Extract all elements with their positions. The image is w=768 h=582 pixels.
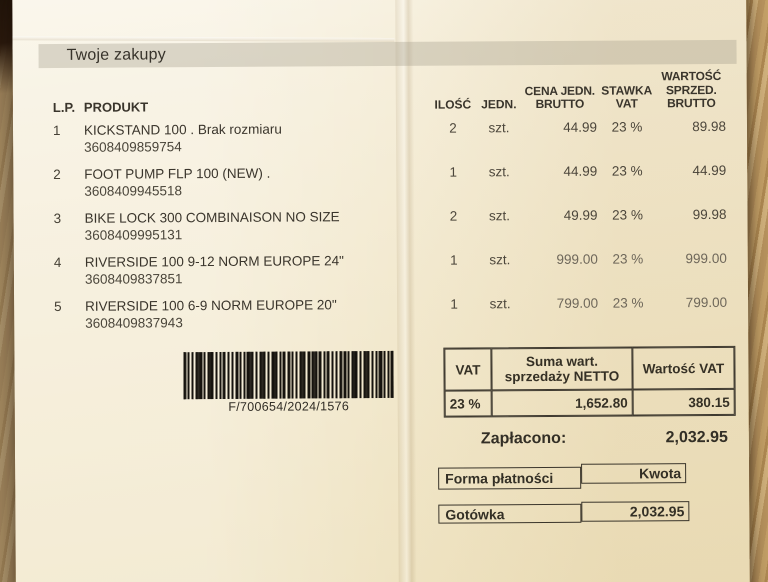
item-name: RIVERSIDE 100 6-9 NORM EUROPE 20" xyxy=(85,297,337,314)
item-qty: 2 xyxy=(449,120,457,136)
paid-amount: 2,032.95 xyxy=(665,428,728,447)
item-unit-price: 49.99 xyxy=(563,207,598,223)
table-row xyxy=(54,207,727,244)
item-gross-value: 799.00 xyxy=(685,294,728,311)
item-unit: szt. xyxy=(488,208,511,224)
barcode-bars xyxy=(183,351,393,399)
payment-amount-box xyxy=(581,501,689,522)
item-unit: szt. xyxy=(489,252,511,268)
column-header-product: PRODUKT xyxy=(83,99,149,115)
item-gross-value: 44.99 xyxy=(692,162,727,179)
vat-amount-value: 380.15 xyxy=(633,389,735,416)
item-name: FOOT PUMP FLP 100 (NEW) . xyxy=(84,165,271,182)
item-vat-rate: 23 % xyxy=(612,295,644,311)
item-vat-rate: 23 % xyxy=(612,207,643,223)
netto-col-header: Suma wart. sprzedaży NETTO xyxy=(491,347,632,390)
item-barcode-number: 3608409837943 xyxy=(85,314,183,331)
column-header-unit-price: CENA JEDN. BRUTTO xyxy=(524,83,595,112)
item-vat-rate: 23 % xyxy=(612,251,644,267)
payment-amount-value: 2,032.95 xyxy=(629,503,685,520)
items-list xyxy=(53,119,727,343)
item-name: RIVERSIDE 100 9-12 NORM EUROPE 24" xyxy=(84,253,345,270)
barcode-label: F/700654/2024/1576 xyxy=(228,399,350,414)
payment-method-value: Gotówka xyxy=(445,505,505,523)
paid-label: Zapłacono: xyxy=(480,429,567,448)
item-unit: szt. xyxy=(488,120,510,136)
horizontal-fold-crease xyxy=(12,36,394,42)
item-barcode-number: 3608409859754 xyxy=(84,138,182,155)
vat-summary-table xyxy=(443,346,735,418)
item-barcode-number: 3608409837851 xyxy=(84,270,183,287)
payment-amount-header-box xyxy=(581,463,686,484)
receipt-paper xyxy=(12,0,750,582)
paid-total-row xyxy=(444,429,728,449)
item-qty: 1 xyxy=(450,252,458,268)
item-unit-price: 999.00 xyxy=(556,251,598,267)
item-qty: 2 xyxy=(449,208,458,224)
payment-method-header: Forma płatności xyxy=(445,469,554,487)
item-barcode-number: 3608409995131 xyxy=(84,226,183,243)
item-lp: 4 xyxy=(53,254,62,270)
payment-method-header-box xyxy=(438,467,581,490)
receipt-barcode xyxy=(183,351,393,414)
table-header-row xyxy=(53,70,726,115)
column-header-gross-value: WARTOŚĆ SPRZED. BRUTTO xyxy=(661,68,722,111)
column-header-vat-rate: STAWKA VAT xyxy=(601,82,653,111)
vat-value-col-header: Wartość VAT xyxy=(632,347,734,390)
item-unit-price: 44.99 xyxy=(563,163,598,179)
item-lp: 1 xyxy=(52,122,61,139)
table-row xyxy=(53,163,726,200)
item-unit: szt. xyxy=(489,296,511,312)
table-row xyxy=(54,295,727,332)
column-header-unit: JEDN. xyxy=(481,97,517,112)
item-unit: szt. xyxy=(488,164,510,180)
payment-amount-header: Kwota xyxy=(639,465,682,482)
item-gross-value: 99.98 xyxy=(692,206,727,223)
receipt-title: Twoje zakupy xyxy=(66,46,166,64)
item-vat-rate: 23 % xyxy=(611,119,643,135)
column-header-lp: L.P. xyxy=(52,99,76,116)
table-row xyxy=(53,119,726,156)
vat-col-header: VAT xyxy=(444,348,491,390)
item-lp: 5 xyxy=(54,298,62,314)
item-gross-value: 89.98 xyxy=(692,118,727,135)
item-name: KICKSTAND 100 . Brak rozmiaru xyxy=(83,121,282,138)
item-lp: 2 xyxy=(53,166,61,182)
item-gross-value: 999.00 xyxy=(685,250,727,267)
item-lp: 3 xyxy=(53,210,62,226)
netto-sum-value: 1,652.80 xyxy=(492,389,633,416)
item-qty: 1 xyxy=(449,164,458,180)
payment-method-box xyxy=(438,504,581,524)
column-header-qty: ILOŚĆ xyxy=(434,97,472,112)
item-unit-price: 799.00 xyxy=(556,295,599,311)
item-vat-rate: 23 % xyxy=(611,163,643,179)
item-qty: 1 xyxy=(450,296,458,312)
item-unit-price: 44.99 xyxy=(563,119,598,135)
item-name: BIKE LOCK 300 COMBINAISON NO SIZE xyxy=(84,209,340,226)
item-barcode-number: 3608409945518 xyxy=(84,182,183,199)
table-row xyxy=(54,251,727,288)
receipt-title-band xyxy=(38,40,736,68)
vat-rate-value: 23 % xyxy=(445,390,492,416)
